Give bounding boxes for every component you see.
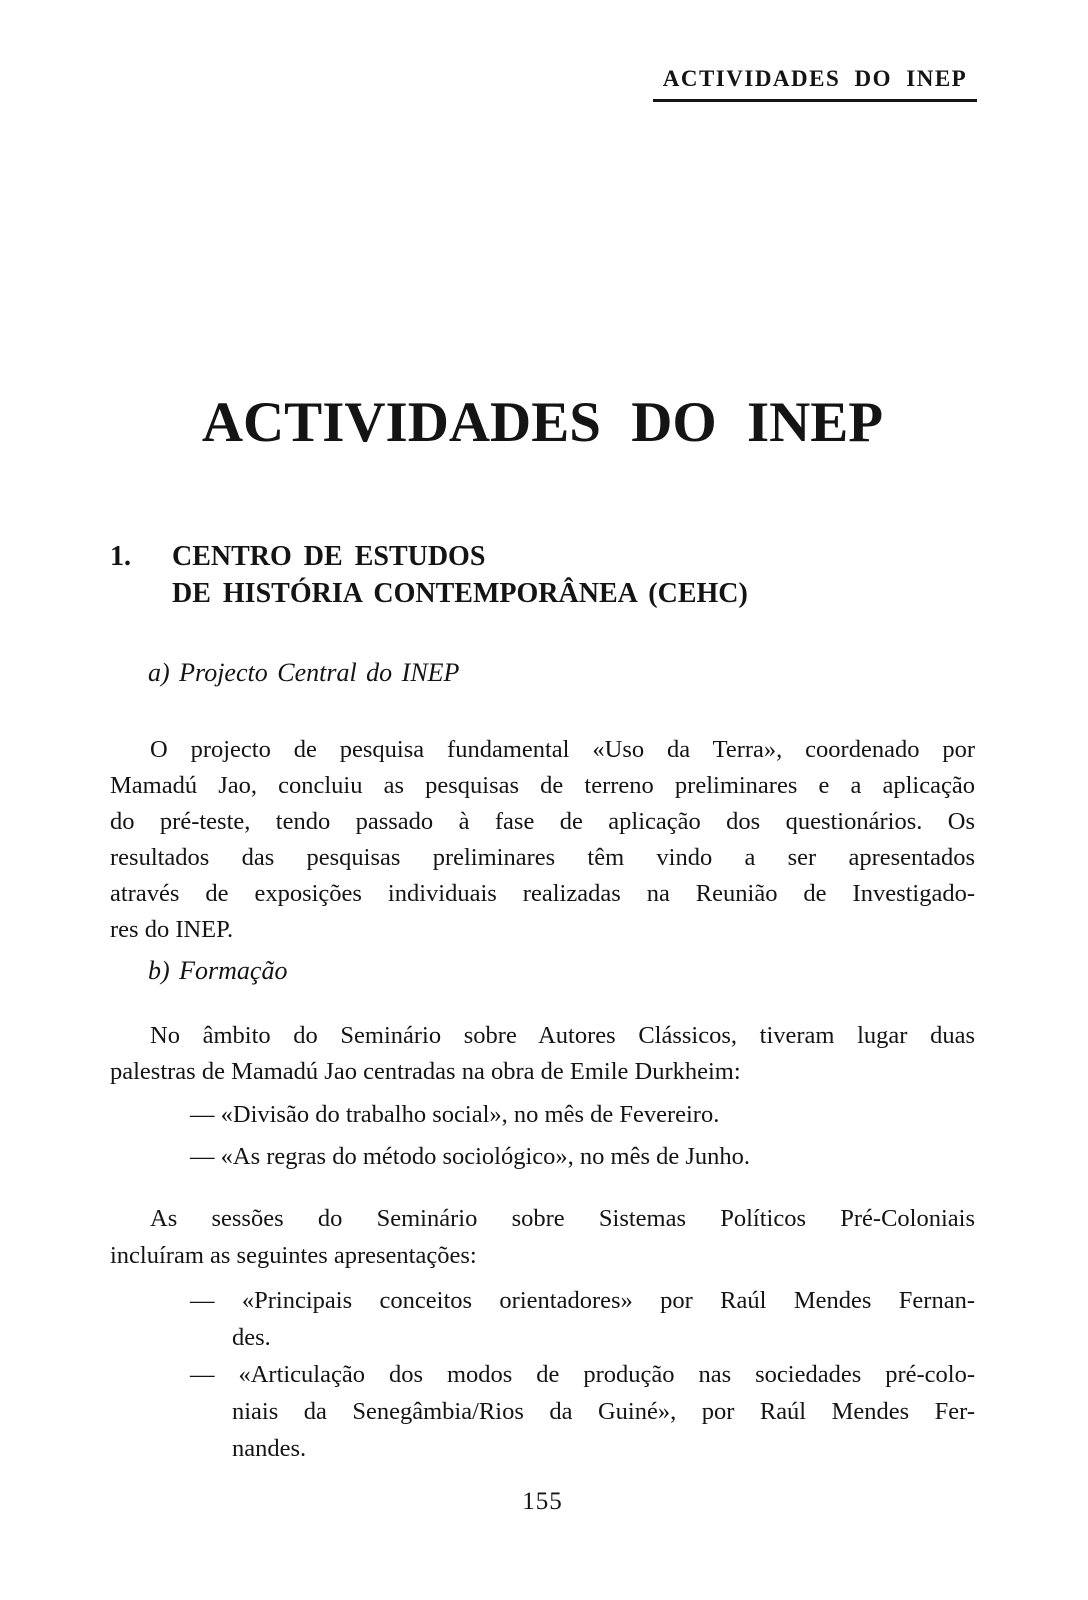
- paragraph-line: O projecto de pesquisa fundamental «Uso da Terra», coordenado por: [150, 736, 975, 763]
- list-item-line: nandes.: [232, 1435, 307, 1462]
- list-item: — «As regras do método sociológico», no mês de Junho.: [190, 1143, 751, 1170]
- section-title: [172, 538, 748, 612]
- list-item-line: — «Articulação dos modos de produção nas sociedades pré-colo-: [190, 1361, 975, 1388]
- list-item-line: des.: [232, 1324, 271, 1351]
- paragraph-line: As sessões do Seminário sobre Sistemas Políticos Pré-Coloniais: [150, 1205, 975, 1232]
- subsection-a-heading: a) Projecto Central do INEP: [148, 658, 460, 687]
- running-header-rule: [653, 99, 977, 102]
- paragraph-line: palestras de Mamadú Jao centradas na obra de Emile Durkheim:: [110, 1058, 741, 1085]
- section-heading: [110, 538, 975, 612]
- paragraph-line: através de exposições individuais realizadas na Reunião de Investigado-: [110, 880, 975, 907]
- running-header-title: ACTIVIDADES DO INEP: [662, 66, 968, 91]
- page-number: 155: [522, 1488, 563, 1515]
- paragraph-line: resultados das pesquisas preliminares têm vindo a ser apresentados: [110, 844, 975, 871]
- paragraph-line: do pré-teste, tendo passado à fase de aplicação dos questionários. Os: [110, 808, 975, 835]
- paragraph-projecto-central: [110, 732, 975, 948]
- section-title-line1: CENTRO DE ESTUDOS: [172, 541, 486, 572]
- list-item: — «Divisão do trabalho social», no mês de Fevereiro.: [190, 1101, 720, 1128]
- section-title-line2: DE HISTÓRIA CONTEMPORÂNEA (CEHC): [172, 578, 748, 609]
- subsection-b-heading: b) Formação: [148, 956, 288, 985]
- paragraph-line: incluíram as seguintes apresentações:: [110, 1242, 477, 1269]
- list-item-line: niais da Senegâmbia/Rios da Guiné», por Raúl Mendes Fer-: [232, 1398, 975, 1425]
- paragraph-line: res do INEP.: [110, 916, 234, 943]
- list-palestras: [110, 1094, 975, 1178]
- running-header: [653, 66, 977, 102]
- section-number: 1.: [110, 541, 131, 572]
- list-apresentacoes: [110, 1282, 975, 1467]
- list-item-line: — «Principais conceitos orientadores» por Raúl Mendes Fernan-: [190, 1287, 975, 1314]
- page-title: ACTIVIDADES DO INEP: [201, 391, 884, 454]
- paragraph-sessoes: [110, 1200, 975, 1274]
- paragraph-line: No âmbito do Seminário sobre Autores Clássicos, tiveram lugar duas: [150, 1022, 975, 1049]
- paragraph-line: Mamadú Jao, concluiu as pesquisas de terreno preliminares e a aplicação: [110, 772, 975, 799]
- paragraph-formacao: [110, 1018, 975, 1090]
